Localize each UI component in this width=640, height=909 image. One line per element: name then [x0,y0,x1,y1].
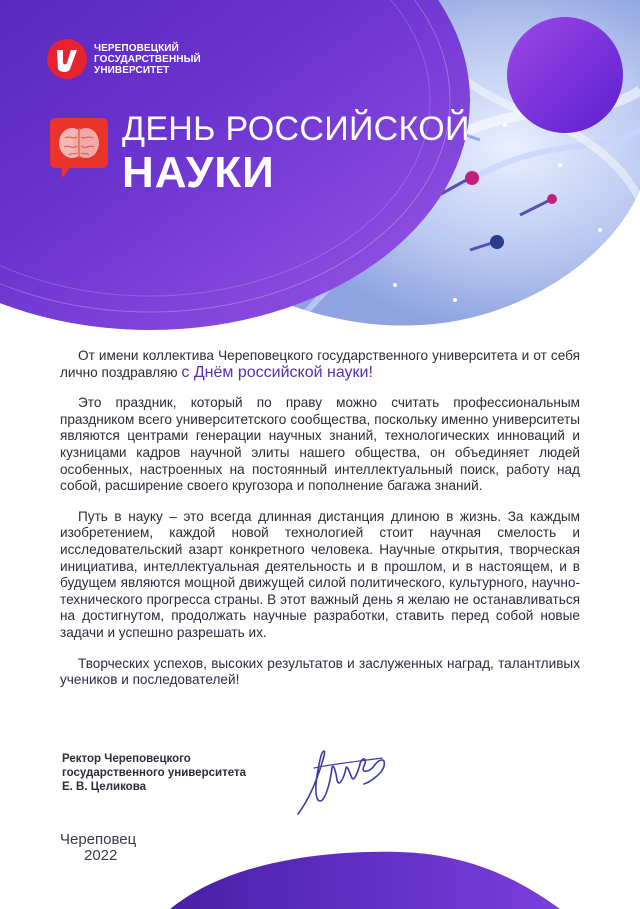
letter-paragraph-3: Путь в науку – это всегда длинная дистанция длиною в жизнь. За каждым изобретением, каждой новой технологией стоит научная смелость и исследовательский азарт конкретного человека. Научные открытия, творческая инициатива, интеллектуальная деятельность и в прошлом, и в настоящем, и в будущем являются мощной движущей силой политического, культурного, научно-технического прогресса страны. В этот важный день я желаю не останавливаться на достигнутом, продолжать научные разработки, ставить перед собой новые задачи и успешно разрешать их. [60,508,580,640]
year: 2022 [84,847,118,864]
event-title [48,110,470,198]
logo-line-3: УНИВЕРСИТЕТ [94,64,170,76]
letter-paragraph-4: Творческих успехов, высоких результатов и заслуженных наград, талантливых учеников и последователей! [60,655,580,688]
signatory-name: Е. В. Целикова [62,781,147,793]
paragraph-1-accent: с Днём российской науки! [181,363,373,381]
paragraph-1-text: От имени коллектива Череповецкого государственного университета и от себя лично поздравляю [60,348,580,380]
signatory-line-2: государственного университета [62,767,246,779]
letter-body [60,348,580,703]
university-logo-icon [46,38,88,80]
university-logo [46,38,201,80]
signatory-line-1: Ректор Череповецкого [62,753,191,765]
title-line-2: НАУКИ [122,148,275,197]
letter-paragraph-1 [60,348,580,381]
city-name: Череповец [60,831,137,848]
brain-icon [48,114,110,180]
signatory [62,752,246,794]
bottom-decorative-arc [0,847,640,909]
logo-line-1: ЧЕРЕПОВЕЦКИЙ [94,42,179,54]
title-line-1: ДЕНЬ РОССИЙСКОЙ [122,110,470,148]
letter-paragraph-2: Это праздник, который по праву можно считать профессиональным праздником всего университетского сообщества, поскольку именно университеты являются центрами генерации научных знаний, технологических инноваций и кузницами кадров научной элиты нашего общества, он объединяет людей особенных, настроенных на постоянный интеллектуальный поиск, работу над собой, расширение своего кругозора и пополнение багажа знаний. [60,395,580,494]
university-name [94,43,201,76]
handwritten-signature [292,738,392,820]
logo-line-2: ГОСУДАРСТВЕННЫЙ [94,53,201,65]
